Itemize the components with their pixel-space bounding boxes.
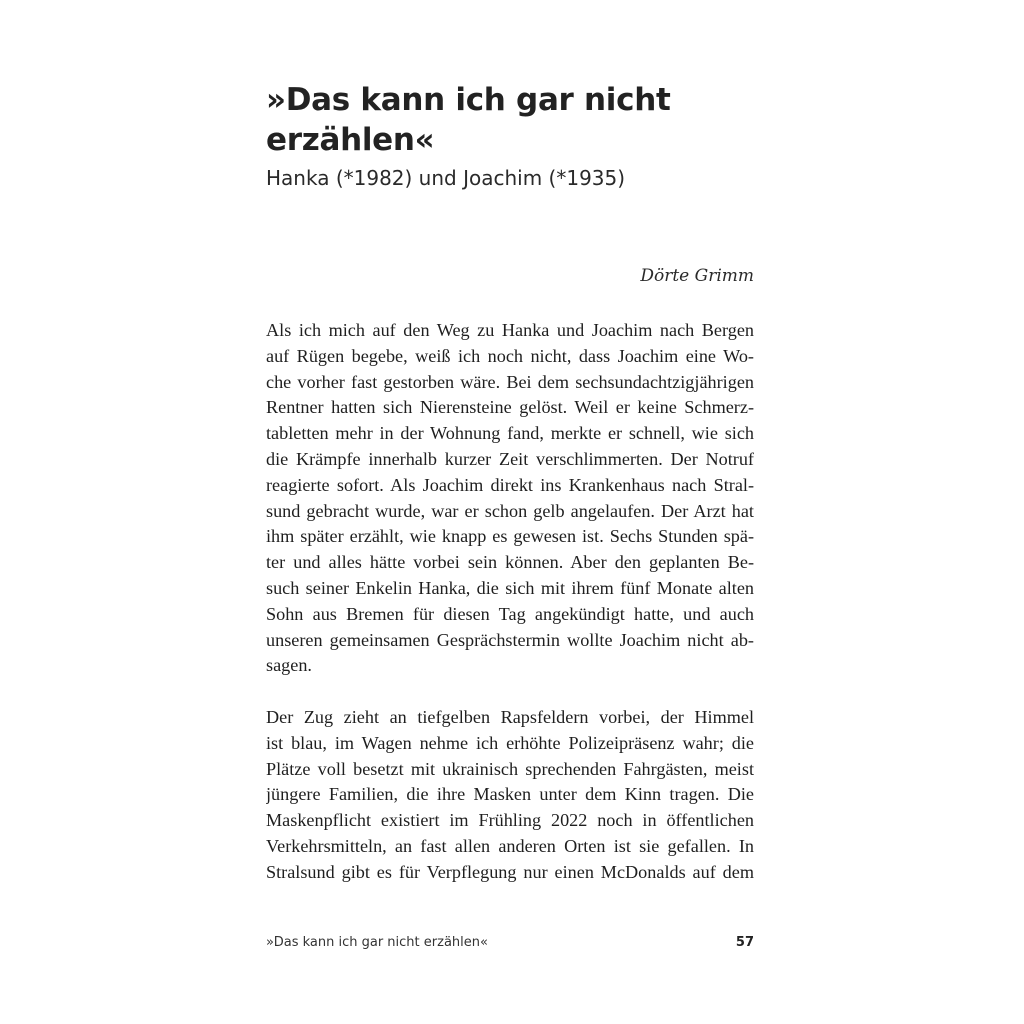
text-line: Maskenpflicht existiert im Frühling 2022 noch in öffentlichen [266, 810, 754, 831]
author-name: Dörte Grimm [640, 266, 754, 286]
text-line: auf Rügen begebe, weiß ich noch nicht, dass Joachim eine Wo- [266, 345, 754, 366]
chapter-title-line: »Das kann ich gar nicht [266, 82, 671, 118]
text-line: ihm später erzählt, wie knapp es gewesen ist. Sechs Stunden spä- [266, 526, 754, 547]
text-line: sund gebracht wurde, war er schon gelb angelaufen. Der Arzt hat [266, 500, 754, 521]
chapter-subtitle: Hanka (*1982) und Joachim (*1935) [266, 166, 626, 190]
chapter-title [266, 80, 766, 160]
text-line: ist blau, im Wagen nehme ich erhöhte Polizeipräsenz wahr; die [266, 732, 754, 753]
running-head: »Das kann ich gar nicht erzählen« [266, 935, 488, 950]
text-line: Plätze voll besetzt mit ukrainisch sprechenden Fahrgästen, meist [266, 758, 754, 779]
text-line: Als ich mich auf den Weg zu Hanka und Joachim nach Bergen [266, 320, 754, 340]
text-line: che vorher fast gestorben wäre. Bei dem sechsundachtzigjährigen [266, 371, 754, 392]
paragraph [266, 318, 754, 679]
text-line: Sohn aus Bremen für diesen Tag angekündigt hatte, und auch [266, 603, 754, 624]
text-line: die Krämpfe innerhalb kurzer Zeit verschlimmerten. Der Notruf [266, 448, 754, 469]
page-footer [266, 932, 754, 954]
text-line: ter und alles hätte vorbei sein können. Aber den geplanten Be- [266, 552, 754, 573]
text-line: unseren gemeinsamen Gesprächstermin wollte Joachim nicht ab- [266, 629, 754, 650]
text-line: jüngere Familien, die ihre Masken unter dem Kinn tragen. Die [266, 784, 754, 805]
text-line: sagen. [266, 655, 312, 676]
text-line: Rentner hatten sich Nierensteine gelöst. Weil er keine Schmerz- [266, 397, 754, 418]
page-number: 57 [735, 935, 754, 950]
paragraph [266, 705, 754, 886]
text-line: Stralsund gibt es für Verpflegung nur einen McDonalds auf dem [266, 861, 754, 882]
text-line: Der Zug zieht an tiefgelben Rapsfeldern vorbei, der Himmel [266, 706, 754, 727]
body-text [266, 318, 754, 886]
text-line: such seiner Enkelin Hanka, die sich mit ihrem fünf Monate alten [266, 577, 754, 598]
text-line: Verkehrsmitteln, an fast allen anderen Orten ist sie gefallen. In [266, 835, 754, 856]
chapter-heading [266, 80, 766, 192]
paragraph-gap [266, 679, 754, 705]
text-line: tabletten mehr in der Wohnung fand, merkte er schnell, wie sich [266, 423, 754, 444]
chapter-title-line: erzählen« [266, 122, 435, 158]
text-line: reagierte sofort. Als Joachim direkt ins Krankenhaus nach Stral- [266, 474, 754, 495]
